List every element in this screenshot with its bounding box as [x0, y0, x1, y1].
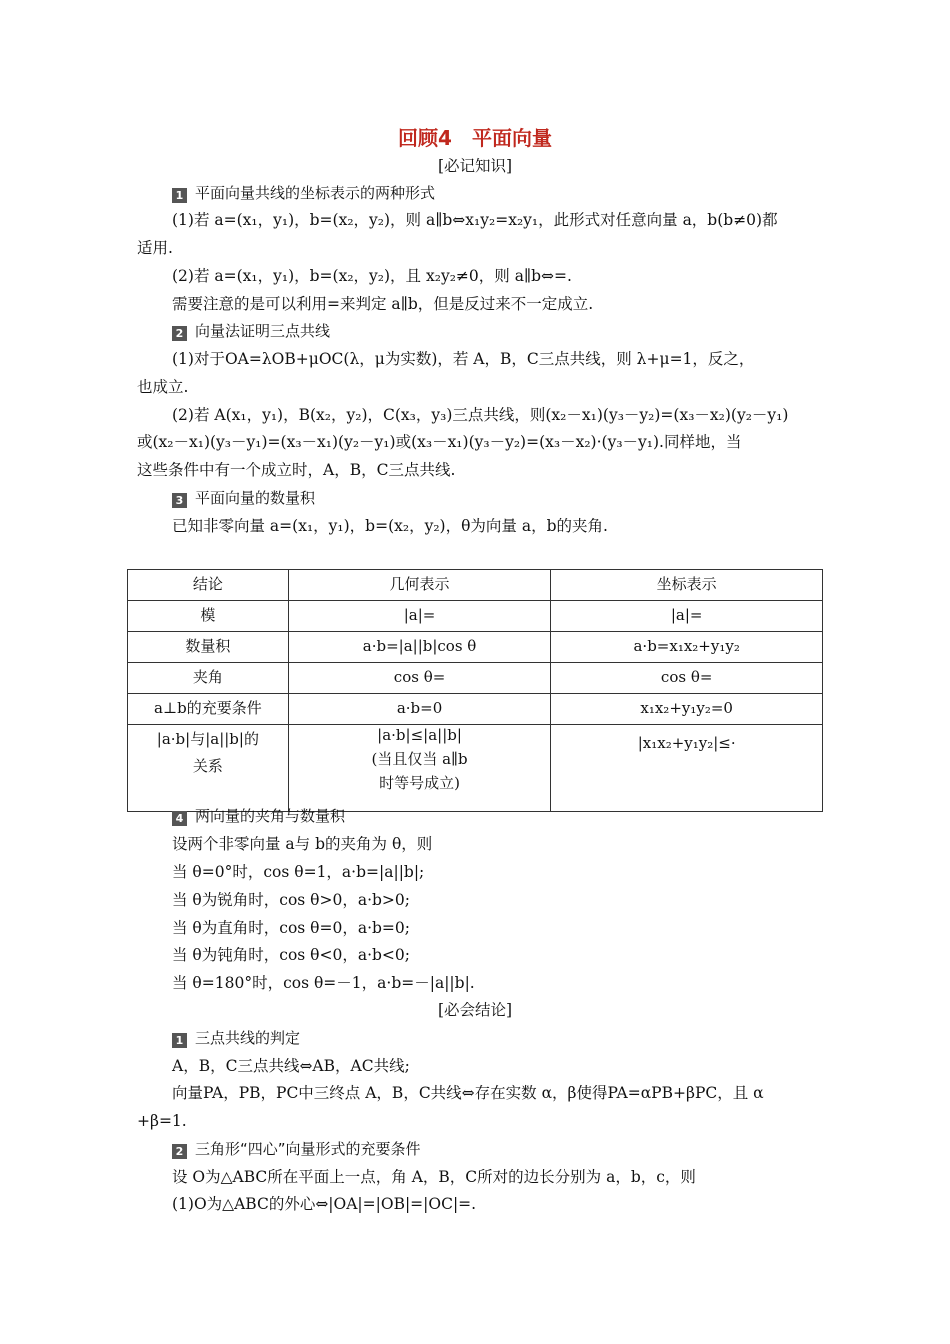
table-cell: cos θ=: [551, 663, 823, 694]
text-line: 这些条件中有一个成立时，A，B，C三点共线.: [137, 461, 456, 479]
table-row: [128, 694, 823, 725]
number-badge-icon: 2: [172, 1144, 187, 1159]
text-line: (1)对于OA=λOB+μOC(λ，μ为实数)，若 A，B，C三点共线，则 λ+μ=1，反之，: [172, 350, 755, 368]
table-row: [128, 632, 823, 663]
text-line: +β=1.: [137, 1112, 187, 1130]
table-cell: |a|=: [288, 601, 551, 632]
dot-product-table: [127, 569, 823, 812]
table-cell: a⊥b的充要条件: [128, 694, 289, 725]
text-line: 设两个非零向量 a与 b的夹角为 θ，则: [172, 835, 433, 853]
text-line: 需要注意的是可以利用=来判定 a∥b，但是反过来不一定成立.: [172, 295, 594, 313]
cell-line: 时等号成立): [379, 774, 460, 792]
text-line: 当 θ为直角时，cos θ=0，a·b=0;: [172, 919, 410, 937]
section-heading-2: [172, 321, 330, 341]
text-line: 当 θ为钝角时，cos θ<0，a·b<0;: [172, 946, 410, 964]
text-line: 向量PA，PB，PC中三终点 A，B，C共线⇔存在实数 α，β使得PA=αPB+βPC，且 α: [172, 1084, 764, 1102]
table-cell: [128, 725, 289, 812]
table-cell: x₁x₂+y₁y₂=0: [551, 694, 823, 725]
text-line: 当 θ=180°时，cos θ=－1，a·b=－|a||b|.: [172, 974, 475, 992]
table-header-cell: 几何表示: [288, 570, 551, 601]
section-label-must-remember: [必记知识]: [437, 157, 513, 175]
table-cell: |x₁x₂+y₁y₂|≤·: [551, 725, 823, 812]
table-cell: a·b=0: [288, 694, 551, 725]
section-heading-1: [172, 183, 435, 203]
table-cell: 模: [128, 601, 289, 632]
heading-text: 三点共线的判定: [195, 1029, 301, 1047]
table-row: [128, 663, 823, 694]
cell-line: |a·b|≤|a||b|: [377, 726, 462, 744]
number-badge-icon: 4: [172, 811, 187, 826]
table-row: [128, 601, 823, 632]
number-badge-icon: 1: [172, 188, 187, 203]
table-row: [128, 725, 823, 812]
text-line: 适用.: [137, 239, 173, 257]
text-line: (2)若 a=(x₁，y₁)，b=(x₂，y₂)，且 x₂y₂≠0，则 a∥b⇔=.: [172, 267, 572, 285]
table-cell: a·b=x₁x₂+y₁y₂: [551, 632, 823, 663]
table-cell: |a|=: [551, 601, 823, 632]
section-heading-4: [172, 806, 345, 826]
table-header-row: [128, 570, 823, 601]
table-cell: 夹角: [128, 663, 289, 694]
text-line: (1)O为△ABC的外心⇔|OA|=|OB|=|OC|=.: [172, 1195, 477, 1213]
table-header-cell: 坐标表示: [551, 570, 823, 601]
text-line: 已知非零向量 a=(x₁，y₁)，b=(x₂，y₂)，θ为向量 a，b的夹角.: [172, 517, 608, 535]
text-line: 当 θ为锐角时，cos θ>0，a·b>0;: [172, 891, 410, 909]
text-line: 设 O为△ABC所在平面上一点，角 A，B，C所对的边长分别为 a，b，c，则: [172, 1168, 696, 1186]
page-title: 回顾4 平面向量: [398, 126, 552, 150]
table-header-cell: 结论: [128, 570, 289, 601]
table-cell: 数量积: [128, 632, 289, 663]
section-heading-3: [172, 488, 315, 508]
text-line: 也成立.: [137, 378, 189, 396]
section-label-must-know: [必会结论]: [437, 1001, 513, 1019]
conclusion-heading-2: [172, 1139, 421, 1159]
table-cell: cos θ=: [288, 663, 551, 694]
cell-line: 关系: [192, 757, 223, 775]
number-badge-icon: 3: [172, 493, 187, 508]
table-cell: a·b=|a||b|cos θ: [288, 632, 551, 663]
number-badge-icon: 2: [172, 326, 187, 341]
heading-text: 平面向量共线的坐标表示的两种形式: [195, 184, 436, 202]
text-line: A，B，C三点共线⇔AB，AC共线;: [172, 1057, 410, 1075]
heading-text: 向量法证明三点共线: [195, 322, 331, 340]
conclusion-heading-1: [172, 1028, 300, 1048]
heading-text: 两向量的夹角与数量积: [195, 807, 346, 825]
heading-text: 平面向量的数量积: [195, 489, 316, 507]
text-line: 当 θ=0°时，cos θ=1，a·b=|a||b|;: [172, 863, 425, 881]
text-line: (1)若 a=(x₁，y₁)，b=(x₂，y₂)，则 a∥b⇔x₁y₂=x₂y₁，此形式对任意向量 a，b(b≠0)都: [172, 211, 778, 229]
number-badge-icon: 1: [172, 1033, 187, 1048]
heading-text: 三角形“四心”向量形式的充要条件: [195, 1140, 421, 1158]
text-line: (2)若 A(x₁，y₁)，B(x₂，y₂)，C(x₃，y₃)三点共线，则(x₂－x₁)(y₃－y₂)=(x₃－x₂)(y₂－y₁): [172, 406, 789, 424]
cell-line: |a·b|与|a||b|的: [156, 730, 259, 748]
table-cell: [288, 725, 551, 812]
cell-line: (当且仅当 a∥b: [371, 750, 468, 768]
text-line: 或(x₂－x₁)(y₃－y₁)=(x₃－x₁)(y₂－y₁)或(x₃－x₁)(y₃－y₂)=(x₃－x₂)·(y₃－y₁).同样地，当: [137, 433, 742, 451]
